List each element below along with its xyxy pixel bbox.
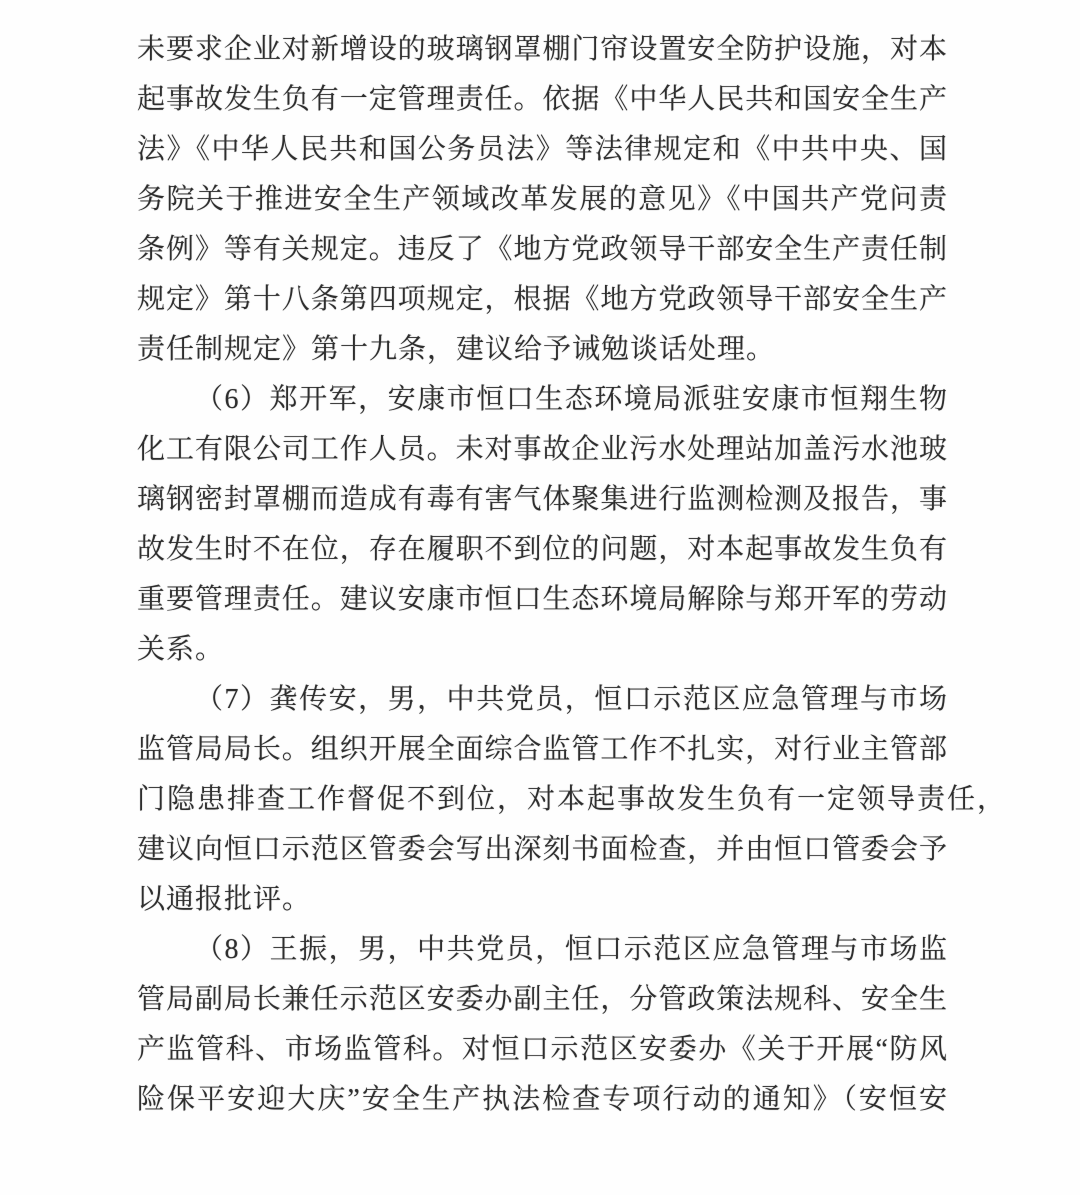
text-line: 璃钢密封罩棚而造成有毒有害气体聚集进行监测检测及报告，事 xyxy=(137,484,947,515)
text-line: 未要求企业对新增设的玻璃钢罩棚门帘设置安全防护设施，对本 xyxy=(137,34,947,65)
text-line: 故发生时不在位，存在履职不到位的问题，对本起事故发生负有 xyxy=(137,534,947,565)
text-line: 起事故发生负有一定管理责任。依据《中华人民共和国安全生产 xyxy=(137,84,947,115)
text-line: 以通报批评。 xyxy=(137,884,312,915)
text-line: 关系。 xyxy=(137,634,225,665)
text-line: 门隐患排查工作督促不到位，对本起事故发生负有一定领导责任， xyxy=(137,784,1008,815)
text-line: 条例》等有关规定。违反了《地方党政领导干部安全生产责任制 xyxy=(137,234,947,265)
text-line: 规定》第十八条第四项规定，根据《地方党政领导干部安全生产 xyxy=(137,284,947,315)
text-line: （8）王振，男，中共党员，恒口示范区应急管理与市场监 xyxy=(195,934,947,965)
paragraph-continuation xyxy=(137,25,1080,375)
text-line: 重要管理责任。建议安康市恒口生态环境局解除与郑开军的劳动 xyxy=(137,584,947,615)
text-line: 法》《中华人民共和国公务员法》等法律规定和《中共中央、国 xyxy=(137,134,947,165)
text-line: 险保平安迎大庆”安全生产执法检查专项行动的通知》（安恒安 xyxy=(137,1084,947,1115)
text-line: 产监管科、市场监管科。对恒口示范区安委办《关于开展“防风 xyxy=(137,1034,947,1065)
text-line: 管局副局长兼任示范区安委办副主任，分管政策法规科、安全生 xyxy=(137,984,947,1015)
paragraph-item-6 xyxy=(137,375,1080,675)
text-line: （6）郑开军，安康市恒口生态环境局派驻安康市恒翔生物 xyxy=(195,384,947,415)
paragraph-item-8 xyxy=(137,925,1080,1125)
text-line: 务院关于推进安全生产领域改革发展的意见》《中国共产党问责 xyxy=(137,184,947,215)
text-line: 建议向恒口示范区管委会写出深刻书面检查，并由恒口管委会予 xyxy=(137,834,947,865)
text-line: 监管局局长。组织开展全面综合监管工作不扎实，对行业主管部 xyxy=(137,734,947,765)
text-line: 化工有限公司工作人员。未对事故企业污水处理站加盖污水池玻 xyxy=(137,434,947,465)
text-line: 责任制规定》第十九条，建议给予诫勉谈话处理。 xyxy=(137,334,776,365)
paragraph-item-7 xyxy=(137,675,1080,925)
text-line: （7）龚传安，男，中共党员，恒口示范区应急管理与市场 xyxy=(195,684,947,715)
